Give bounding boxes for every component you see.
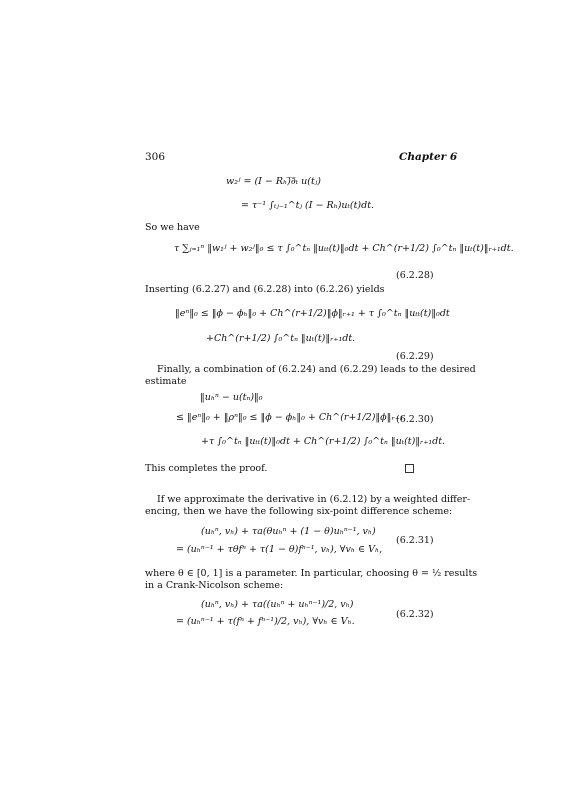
equation-number: (6.2.32) <box>396 609 434 620</box>
equation-6-2-31-line1: (uₕⁿ, vₕ) + τa(θuₕⁿ + (1 − θ)uₕⁿ⁻¹, vₕ) <box>201 526 376 537</box>
page-number: 306 <box>145 151 166 163</box>
equation-6-2-32-line2: = (uₕⁿ⁻¹ + τ(fⁿ + fⁿ⁻¹)/2, vₕ), ∀vₕ ∈ Vₕ. <box>176 616 355 627</box>
chapter-title: Chapter 6 <box>399 151 458 163</box>
equation-number: (6.2.30) <box>396 414 434 425</box>
paragraph-text: in a Crank-Nicolson scheme: <box>145 580 284 591</box>
paragraph-text: encing, then we have the following six-point difference scheme: <box>145 506 453 517</box>
equation-6-2-28: τ ∑ⱼ₌₁ⁿ ‖w₁ʲ + w₂ʲ‖₀ ≤ τ ∫₀^tₙ ‖uₜₜ(t)‖₀dt + Ch^(r+1/2) ∫₀^tₙ ‖uₜ(t)‖ᵣ₊₁dt. <box>174 243 514 254</box>
paragraph-text: So we have <box>145 222 200 233</box>
equation-6-2-30-line1: ‖uₕⁿ − u(tₙ)‖₀ <box>200 392 263 403</box>
paragraph-text: Inserting (6.2.27) and (6.2.28) into (6.2.26) yields <box>145 284 385 295</box>
equation-w2-line2: = τ⁻¹ ∫ₜⱼ₋₁^tⱼ (I − Rₕ)uₜ(t)dt. <box>241 200 375 211</box>
paragraph-text: Finally, a combination of (6.2.24) and (6.2.29) leads to the desired <box>157 364 476 375</box>
equation-6-2-29-line1: ‖eⁿ‖₀ ≤ ‖ϕ − ϕₕ‖₀ + Ch^(r+1/2)‖ϕ‖ᵣ₊₁ + τ ∫₀^tₙ ‖uₜₜ(t)‖₀dt <box>175 308 450 319</box>
paragraph-text: If we approximate the derivative in (6.2.12) by a weighted differ- <box>157 494 471 505</box>
equation-6-2-30-line3: +τ ∫₀^tₙ ‖uₜₜ(t)‖₀dt + Ch^(r+1/2) ∫₀^tₙ ‖uₜ(t)‖ᵣ₊₁dt. <box>201 436 446 447</box>
equation-w2-line1: w₂ʲ = (I − Rₕ)̅∂̅ₜ u(tⱼ) <box>226 176 322 187</box>
equation-6-2-30-line2: ≤ ‖eⁿ‖₀ + ‖ρⁿ‖₀ ≤ ‖ϕ − ϕₕ‖₀ + Ch^(r+1/2)‖ϕ‖ᵣ₊₁ <box>176 412 404 423</box>
paragraph-text: where θ ∈ [0, 1] is a parameter. In particular, choosing θ = ½ results <box>145 568 478 579</box>
equation-6-2-29-line2: +Ch^(r+1/2) ∫₀^tₙ ‖uₜ(t)‖ᵣ₊₁dt. <box>206 333 356 344</box>
equation-6-2-31-line2: = (uₕⁿ⁻¹ + τθfⁿ + τ(1 − θ)fⁿ⁻¹, vₕ), ∀vₕ ∈ Vₕ, <box>176 544 383 555</box>
qed-square-icon <box>405 464 414 473</box>
paragraph-text: estimate <box>145 376 187 387</box>
equation-6-2-32-line1: (uₕⁿ, vₕ) + τa((uₕⁿ + uₕⁿ⁻¹)/2, vₕ) <box>201 599 354 610</box>
equation-number: (6.2.28) <box>396 270 434 281</box>
equation-number: (6.2.31) <box>396 535 434 546</box>
equation-number: (6.2.29) <box>396 351 434 362</box>
paragraph-text: This completes the proof. <box>145 463 268 474</box>
